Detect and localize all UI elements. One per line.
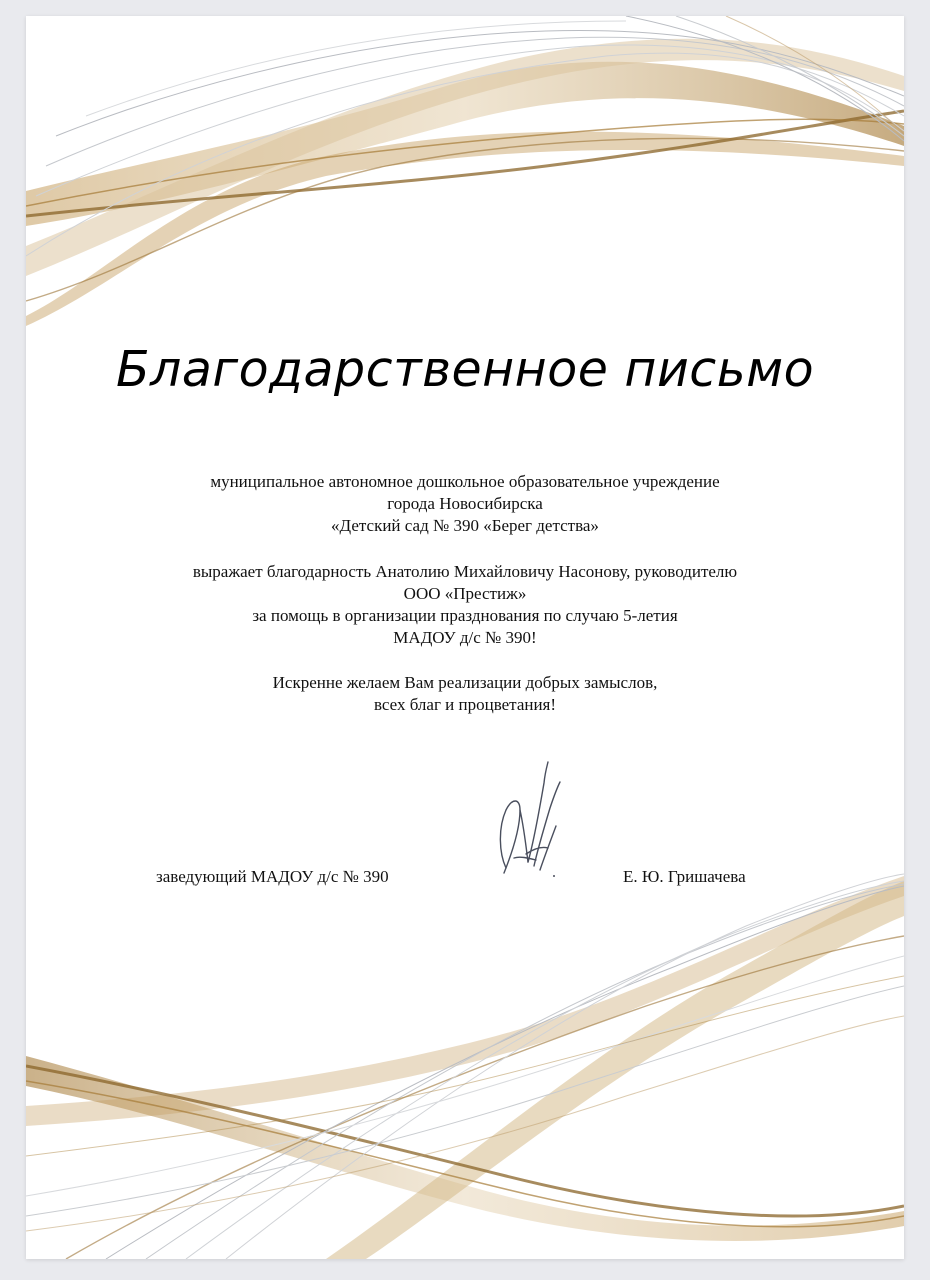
handwritten-signature <box>484 758 574 883</box>
thanks-line: выражает благодарность Анатолию Михайловичу Насонову, руководителю <box>192 562 738 581</box>
letter-title: Благодарственное письмо <box>115 341 815 398</box>
thanks-line: ООО «Престиж» <box>403 584 527 603</box>
signatory-position: заведующий МАДОУ д/с № 390 <box>156 867 389 886</box>
organization-block <box>26 471 904 537</box>
thanks-block <box>26 561 904 649</box>
wishes-line: всех благ и процветания! <box>373 695 557 714</box>
wishes-block <box>26 672 904 716</box>
organization-line: «Детский сад № 390 «Берег детства» <box>331 516 599 535</box>
signatory-name: Е. Ю. Гришачева <box>623 867 746 886</box>
thanks-line: МАДОУ д/с № 390! <box>393 628 537 647</box>
organization-line: муниципальное автономное дошкольное образовательное учреждение <box>210 472 720 491</box>
thanks-line: за помощь в организации празднования по случаю 5-летия <box>252 606 678 625</box>
wishes-line: Искренне желаем Вам реализации добрых замыслов, <box>272 673 658 692</box>
top-wave <box>26 16 904 326</box>
organization-line: города Новосибирска <box>387 494 543 513</box>
letter-sheet <box>26 16 904 1259</box>
bottom-wave <box>26 874 904 1259</box>
